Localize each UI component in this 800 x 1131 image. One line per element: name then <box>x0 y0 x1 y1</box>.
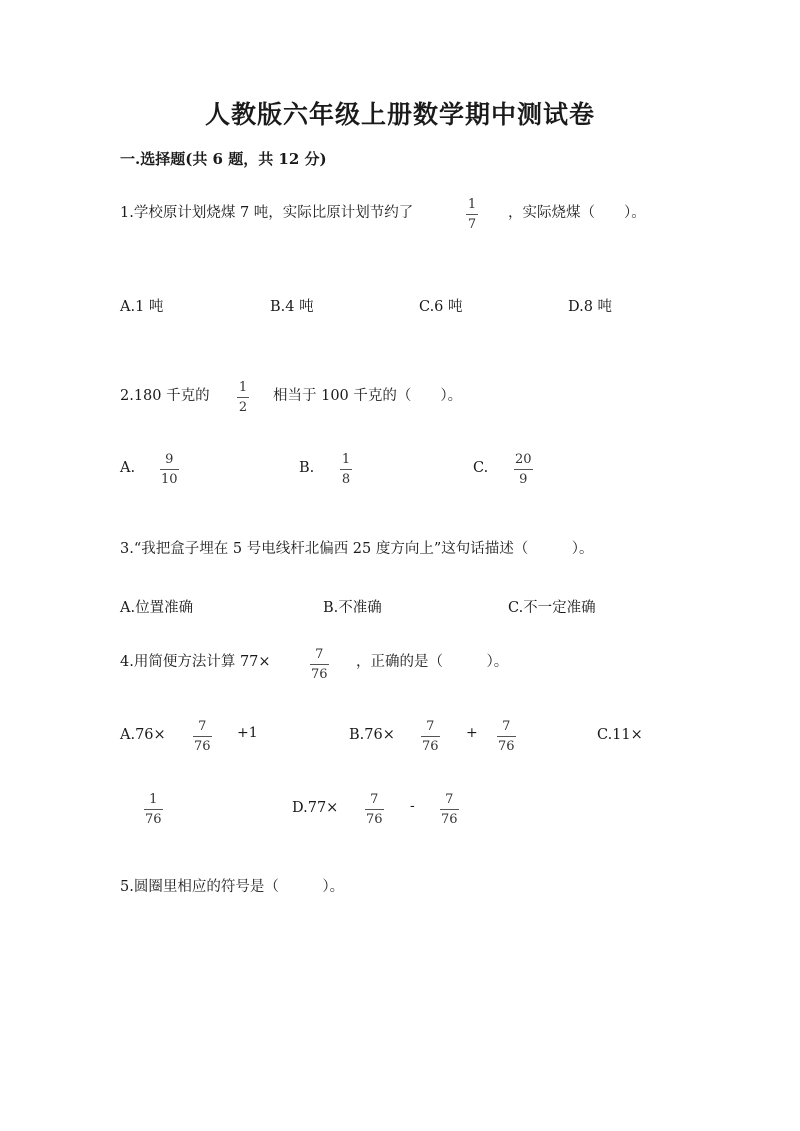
fraction-numerator: 7 <box>198 719 207 734</box>
q4-stem: 4.用简便方法计算 77× <box>120 654 271 670</box>
fraction-numerator: 1 <box>149 792 158 807</box>
q1-option-d: D.8 吨 <box>568 299 613 315</box>
fraction-denominator: 7 <box>467 217 477 232</box>
q2-option-a-fraction <box>160 452 179 487</box>
fraction-numerator: 1 <box>467 197 477 212</box>
fraction-bar <box>440 809 459 810</box>
q2-option-c-label: C. <box>473 460 489 476</box>
fraction-bar <box>160 469 179 470</box>
q4-option-c-label: C.11× <box>597 727 643 743</box>
fraction-denominator: 76 <box>498 739 515 754</box>
q1-option-c: C.6 吨 <box>419 299 463 315</box>
q4-option-b-operator: + <box>466 725 478 741</box>
q1-fraction <box>466 197 478 232</box>
q4-option-b-fraction-1 <box>421 719 440 754</box>
fraction-bar <box>365 809 384 810</box>
fraction-numerator: 7 <box>502 719 511 734</box>
q4-option-b-fraction-2 <box>497 719 516 754</box>
fraction-bar <box>193 736 212 737</box>
fraction-numerator: 20 <box>515 452 532 467</box>
fraction-denominator: 76 <box>441 812 458 827</box>
fraction-denominator: 76 <box>145 812 162 827</box>
q4-option-d-fraction-1 <box>365 792 384 827</box>
q2-option-b-fraction <box>340 452 352 487</box>
q4-stem-tail: ，正确的是（ ）。 <box>356 654 509 670</box>
q2-option-a-label: A. <box>120 460 136 476</box>
q4-option-a-label: A.76× <box>120 727 166 743</box>
fraction-numerator: 1 <box>238 380 248 395</box>
fraction-numerator: 7 <box>370 792 379 807</box>
q3-option-c: C.不一定准确 <box>508 600 596 616</box>
fraction-denominator: 2 <box>238 400 248 415</box>
fraction-bar <box>497 736 516 737</box>
q1-stem-tail: ，实际烧煤（ ）。 <box>508 205 646 221</box>
fraction-denominator: 8 <box>341 472 351 487</box>
fraction-numerator: 7 <box>426 719 435 734</box>
q3-option-a: A.位置准确 <box>120 600 194 616</box>
fraction-bar <box>514 469 533 470</box>
q2-option-c-fraction <box>514 452 533 487</box>
q4-option-d-operator: - <box>410 798 415 814</box>
q1-stem: 1.学校原计划烧煤 7 吨，实际比原计划节约了 <box>120 205 414 221</box>
fraction-numerator: 1 <box>341 452 351 467</box>
fraction-denominator: 9 <box>519 472 528 487</box>
q2-stem: 2.180 千克的 <box>120 388 210 404</box>
fraction-bar <box>466 214 478 215</box>
q1-option-b: B.4 吨 <box>270 299 314 315</box>
section-heading: 一.选择题(共 6 题，共 12 分) <box>120 150 327 168</box>
fraction-bar <box>421 736 440 737</box>
fraction-bar <box>144 809 163 810</box>
q4-option-b-label: B.76× <box>349 727 395 743</box>
q4-option-d-label: D.77× <box>292 800 339 816</box>
q4-option-d-fraction-2 <box>440 792 459 827</box>
q2-stem-tail: 相当于 100 千克的（ ）。 <box>273 388 463 404</box>
fraction-numerator: 7 <box>445 792 454 807</box>
fraction-numerator: 9 <box>165 452 174 467</box>
q4-option-c-fraction <box>144 792 163 827</box>
q2-fraction <box>237 380 249 415</box>
q4-option-a-fraction <box>193 719 212 754</box>
fraction-denominator: 10 <box>161 472 178 487</box>
q3-option-b: B.不准确 <box>323 600 382 616</box>
fraction-numerator: 7 <box>315 647 324 662</box>
q4-option-a-tail: +1 <box>237 725 258 741</box>
fraction-denominator: 76 <box>194 739 211 754</box>
q4-fraction <box>310 647 329 682</box>
q5-stem: 5.圆圈里相应的符号是（ ）。 <box>120 879 345 895</box>
fraction-denominator: 76 <box>366 812 383 827</box>
q3-stem: 3.“我把盒子埋在 5 号电线杆北偏西 25 度方向上”这句话描述（ ）。 <box>120 541 594 557</box>
q1-option-a: A.1 吨 <box>120 299 164 315</box>
fraction-bar <box>310 664 329 665</box>
page-title: 人教版六年级上册数学期中测试卷 <box>204 100 595 129</box>
fraction-denominator: 76 <box>422 739 439 754</box>
fraction-denominator: 76 <box>311 667 328 682</box>
fraction-bar <box>340 469 352 470</box>
q2-option-b-label: B. <box>299 460 315 476</box>
fraction-bar <box>237 397 249 398</box>
